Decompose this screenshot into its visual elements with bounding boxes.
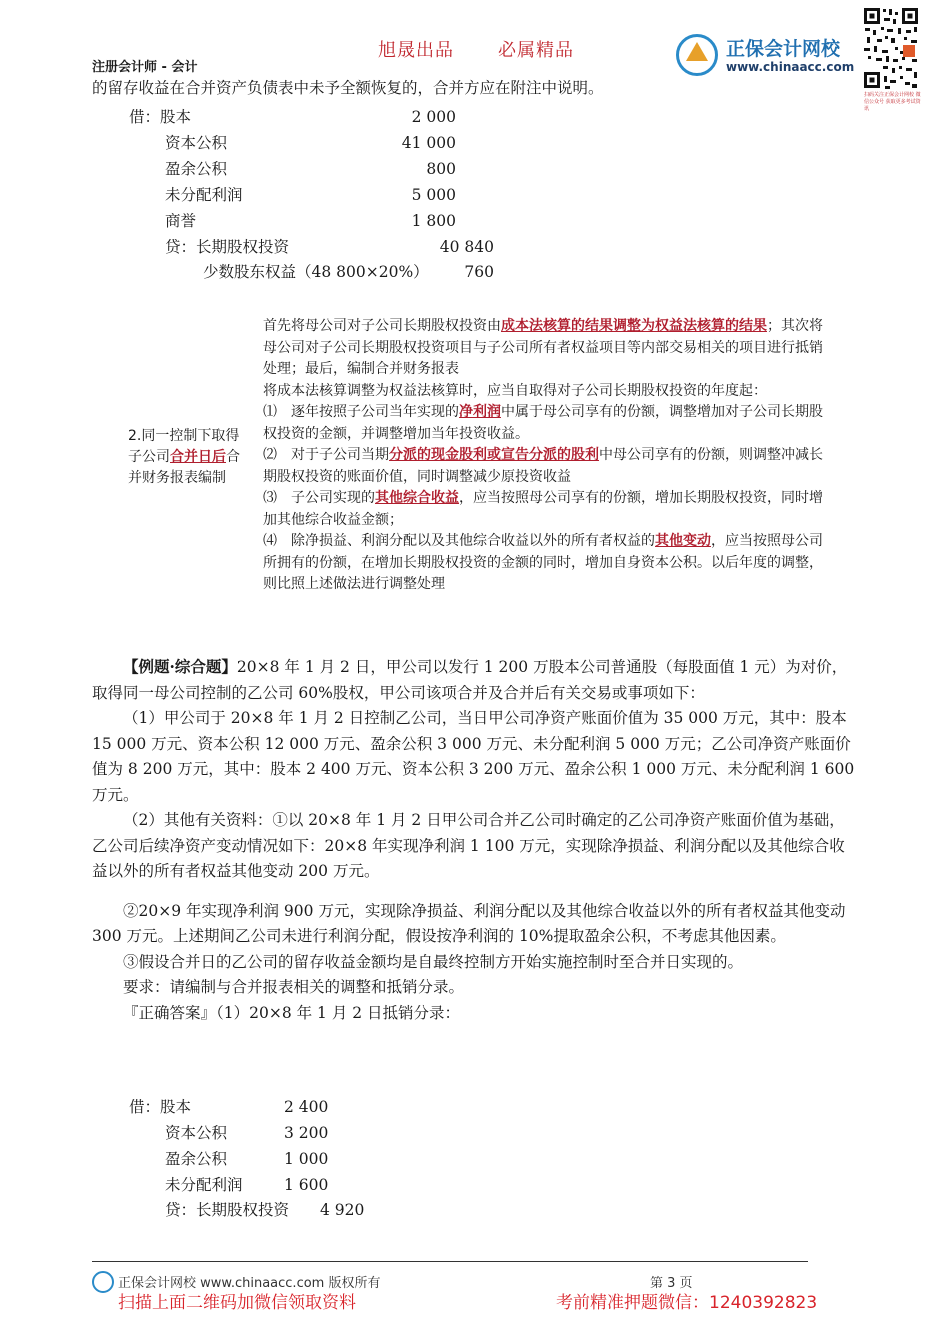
header-slogan	[378, 36, 574, 62]
footer-promo-left: 扫描上面二维码加微信领取资料	[118, 1293, 356, 1313]
intro-line: 的留存收益在合并资产负债表中未予全额恢复的，合并方应在附注中说明。	[92, 79, 604, 97]
example-requirement: 要求：请编制与合并报表相关的调整和抵销分录。	[123, 978, 465, 996]
entry1-label: 少数股东权益（48 800×20%）	[203, 263, 429, 281]
table-left-post: 合并财务报表编制	[128, 449, 240, 486]
entry1-debit: 800	[426, 160, 456, 178]
entry1-debit: 2 000	[411, 108, 456, 126]
table-para	[263, 531, 823, 596]
footer-promo-right: 考前精准押题微信：1240392823	[556, 1293, 818, 1313]
entry1-label: 贷：长期股权投资	[165, 238, 290, 256]
entry2-label: 贷：长期股权投资	[165, 1201, 290, 1219]
entry1-label: 资本公积	[165, 134, 228, 152]
spacer	[92, 885, 858, 899]
table-text: ⑵ 对于子公司当期	[263, 447, 389, 463]
table-text: ；其次将母公司对子公司长期股权投资项目与子公司所有者权益项目等内部交易相关的项目进行抵销处理；最后，编制合并财务报表	[263, 318, 823, 377]
table-text: 中属于母公司享有的份额，调整增加对子公司长期股权投资的金额，并调整增加当年投资收益。	[263, 404, 823, 442]
entry1-label: 未分配利润	[165, 186, 243, 204]
table-para: 将成本法核算调整为权益法核算时，应当自取得对子公司长期股权投资的年度起：	[263, 382, 767, 399]
header-slogan-b: 必属精品	[498, 40, 574, 61]
entry2-label: 盈余公积	[165, 1150, 228, 1168]
example-p3: （2）其他有关资料：①以 20×8 年 1 月 2 日甲公司合并乙公司时确定的乙公司净资产账面价值为基础，乙公司后续净资产变动情况如下：20×8 年实现净利润 1 100 万元，实现除净损益、利润分配以及其他综合收益以外的所有者权益其他变动 200 万元。	[92, 811, 845, 880]
example-answer: 『正确答案』（1）20×8 年 1 月 2 日抵销分录：	[123, 1003, 461, 1022]
logo-name: 正保会计网校	[726, 38, 841, 60]
table-highlight: 分派的现金股利或宣告分派的股利	[389, 447, 599, 463]
page-number: 第 3 页	[650, 1276, 693, 1291]
entry2-amount: 4 920	[320, 1201, 365, 1219]
example-text: 20×8 年 1 月 2 日，甲公司以发行 1 200 万股本公司普通股（每股面值 1 元）为对价，取得同一母公司控制的乙公司 60%股权，甲公司该项合并及合并后有关交易或事项如下：	[92, 658, 848, 702]
footer-logo-icon	[92, 1271, 114, 1293]
entry1-debit: 5 000	[411, 186, 456, 204]
table-text: 中母公司享有的份额，则调整冲减长期股权投资的账面价值，同时调整减少原投资收益	[263, 447, 823, 485]
entry1-debit: 41 000	[401, 134, 456, 152]
entry2-amount: 2 400	[284, 1098, 329, 1116]
example-question	[92, 654, 858, 1026]
table-row-content	[263, 316, 823, 596]
entry2-amount: 1 000	[284, 1150, 329, 1168]
brand-logo	[676, 30, 856, 80]
qr-note: 扫码关注正保会计网校 微信公众号 获取更多考试资讯	[864, 92, 921, 112]
example-p4: ②20×9 年实现净利润 900 万元，实现除净损益、利润分配以及其他综合收益以外的所有者权益其他变动 300 万元。上述期间乙公司未进行利润分配，假设按净利润的 10%提取盈余公积，不考虑其他因素。	[92, 901, 846, 945]
entry2-label: 借：股本	[129, 1098, 192, 1116]
header-subject: 注册会计师 - 会计	[92, 60, 198, 75]
table-highlight: 净利润	[459, 404, 501, 420]
table-text: ⑴ 逐年按照子公司当年实现的	[263, 404, 459, 420]
table-para	[263, 488, 823, 531]
table-para	[263, 316, 823, 381]
footer-copyright: 正保会计网校 www.chinaacc.com 版权所有	[118, 1276, 381, 1291]
table-para	[263, 445, 823, 488]
entry2-label: 未分配利润	[165, 1176, 243, 1194]
header-slogan-a: 旭晟出品	[378, 40, 454, 61]
entry2-amount: 1 600	[284, 1176, 329, 1194]
logo-url: www.chinaacc.com	[726, 60, 855, 74]
table-para	[263, 402, 823, 445]
table-row-header	[128, 426, 250, 489]
logo-triangle-icon	[686, 42, 708, 61]
entry1-label: 借：股本	[129, 108, 192, 126]
table-left-pre: 2.同一控制下取得子公司	[128, 428, 240, 465]
example-p5: ③假设合并日的乙公司的留存收益金额均是自最终控制方开始实施控制时至合并日实现的。	[123, 952, 744, 971]
table-left-link: 合并日后	[170, 449, 226, 465]
entry1-credit: 760	[464, 263, 494, 281]
example-title: 【例题·综合题】	[123, 657, 237, 676]
entry2-label: 资本公积	[165, 1124, 228, 1142]
table-text: 首先将母公司对子公司长期股权投资由	[263, 318, 501, 334]
footer-divider	[92, 1261, 808, 1262]
entry2-amount: 3 200	[284, 1124, 329, 1142]
table-highlight: 成本法核算的结果调整为权益法核算的结果	[501, 318, 767, 334]
qr-code-icon	[862, 6, 920, 92]
table-highlight: 其他综合收益	[375, 490, 459, 506]
entry1-label: 商誉	[165, 212, 197, 230]
table-text: ，应当按照母公司享有的份额，增加长期股权投资，同时增加其他综合收益金额；	[263, 490, 823, 528]
entry1-credit: 40 840	[439, 238, 494, 256]
table-text: ⑷ 除净损益、利润分配以及其他综合收益以外的所有者权益的	[263, 533, 655, 549]
table-highlight: 其他变动	[655, 533, 711, 549]
entry1-label: 盈余公积	[165, 160, 228, 178]
example-p1	[92, 654, 858, 706]
entry1-debit: 1 800	[411, 212, 456, 230]
table-text: ，应当按照母公司所拥有的份额，在增加长期股权投资的金额的同时，增加自身资本公积。以后年度的调整，则比照上述做法进行调整处理	[263, 533, 823, 592]
table-text: ⑶ 子公司实现的	[263, 490, 375, 506]
example-p2: （1）甲公司于 20×8 年 1 月 2 日控制乙公司，当日甲公司净资产账面价值为 35 000 万元，其中：股本 15 000 万元、资本公积 12 000 万元、盈余公积 3 000 万元、未分配利润 5 000 万元；乙公司净资产账面价值为 8 200 万元，其中：股本 2 400 万元、资本公积 3 200 万元、盈余公积 1 000 万元、未分配利润 1 600 万元。	[92, 709, 855, 804]
